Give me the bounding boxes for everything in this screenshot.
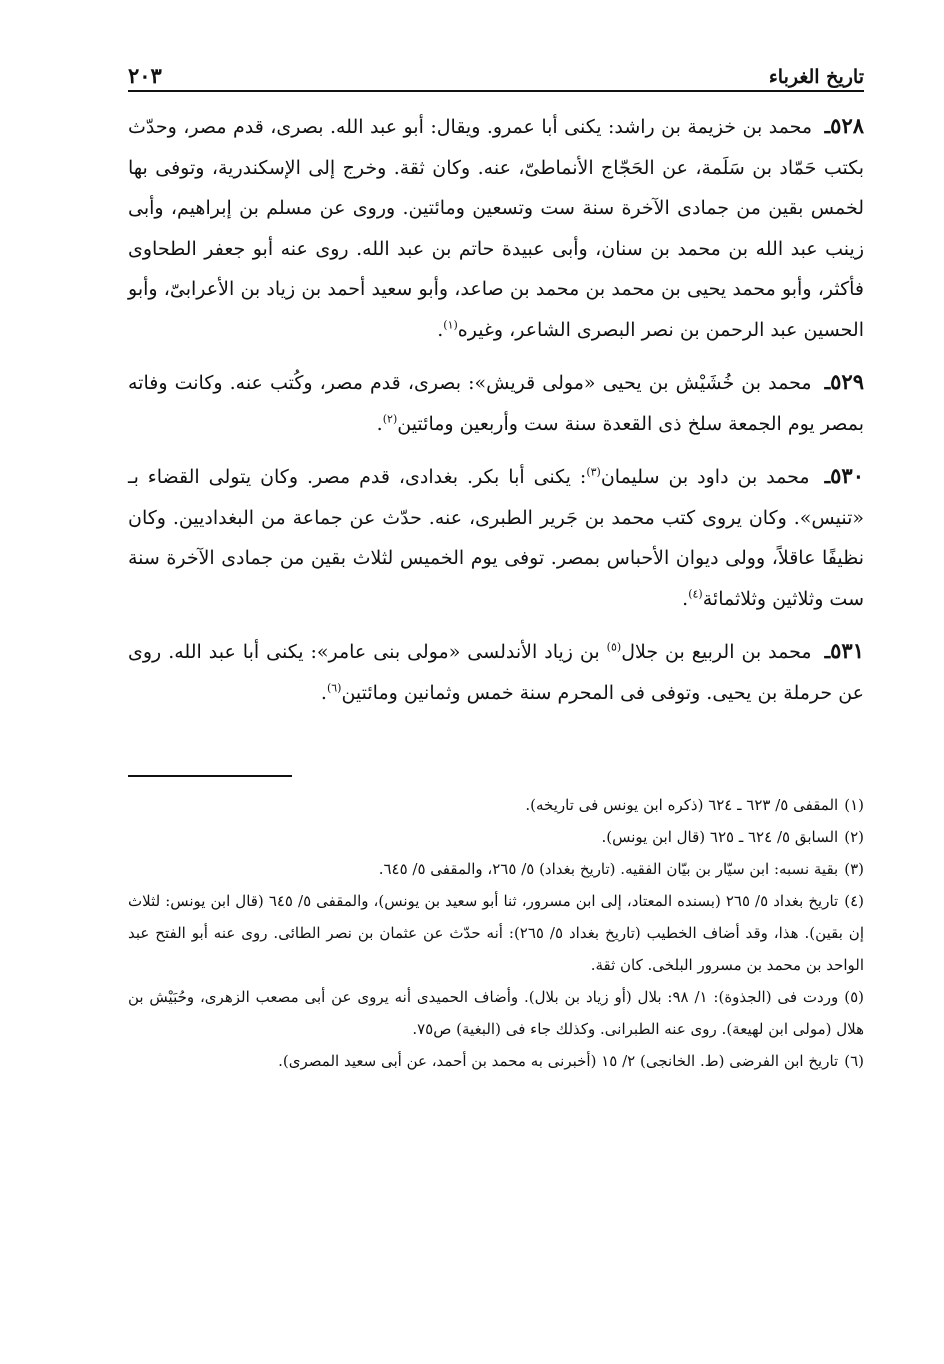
entry-number: ٥٣٠	[830, 463, 864, 488]
footnote-number: (٤)	[844, 892, 865, 910]
footnote-text: بقية نسبه: ابن سيّار بن بيّان الفقيه. (تاريخ بغداد) ٥/ ٢٦٥، والمقفى ٥/ ٦٤٥.	[378, 860, 839, 878]
footnote-number: (٥)	[844, 988, 864, 1006]
entry-530	[128, 456, 864, 619]
entry-tail: .	[320, 681, 327, 704]
footnote-1	[128, 789, 864, 821]
footnote-text: تاريخ بغداد ٥/ ٢٦٥ (بسنده المعتاد، إلى ابن مسرور، ثنا أبو سعيد بن يونس)، والمقفى ٥/ ٦٤٥ (قال ابن يونس: لثلاث إن بقين). هذا، وقد أضاف الخطيب (تاريخ بغداد ٥/ ٢٦٥): أنه حدّث عن عثمان بن نصر الطائى. روى عنه أبو الفتح عبد الواحد بن محمد بن مسرور البلخى. كان ثقة.	[128, 892, 864, 974]
footnote-number: (٣)	[844, 860, 864, 878]
entry-text: : يكنى أبا بكر. بغدادى، قدم مصر. وكان يتولى القضاء بـ «تنيس». وكان يروى كتب محمد بن جَرير الطبرى، عنه. حدّث عن جماعة من البغداديين. وكان نظيفًا عاقلاً، وولى ديوان الأحباس بمصر. توفى يوم الخميس لثلاث بقين من جمادى الآخرة سنة ست وثلاثين وثلاثمائة	[128, 466, 864, 610]
entry-531	[128, 631, 864, 713]
footnote-2	[128, 821, 864, 853]
footnote-ref[interactable]: (٢)	[382, 412, 398, 426]
entry-number: ٥٢٨	[830, 113, 865, 138]
entry-text: محمد بن خُشَيْش بن يحيى «مولى قريش»: بصرى، قدم مصر، وكُتب عنه. وكانت وفاته بمصر يوم الجمعة سلخ ذى القعدة سنة ست وأربعين ومائتين	[128, 372, 864, 435]
footnote-number: (٦)	[844, 1052, 864, 1070]
header-title: تاريخ الغرباء	[768, 66, 864, 88]
entry-529	[128, 362, 864, 444]
footnote-text: تاريخ ابن الفرضى (ط. الخانجى) ٢/ ١٥ (أخبرنى به محمد بن أحمد، عن أبى سعيد المصرى).	[278, 1052, 839, 1070]
footnote-5	[128, 981, 864, 1045]
footnote-ref[interactable]: (٥)	[606, 640, 622, 654]
entry-dash: ـ	[824, 116, 831, 138]
book-page	[128, 56, 864, 1346]
footnote-ref[interactable]: (٣)	[586, 465, 601, 479]
footnote-text: وردت فى (الجذوة): ١/ ٩٨: بلال (أو زياد بن بلال). وأضاف الحميدى أنه يروى عن أبى مصعب الزهرى، وحُبَيْش بن هلال (مولى ابن لهيعة). روى عنه الطبرانى. وكذلك جاء فى (البغية) ص٧٥.	[128, 988, 864, 1038]
entries	[128, 106, 864, 713]
entry-tail: .	[682, 587, 689, 610]
footnote-ref[interactable]: (٦)	[326, 681, 342, 695]
entry-tail: .	[437, 318, 444, 341]
footnote-3	[128, 853, 864, 885]
footnote-text: السابق ٥/ ٦٢٤ ـ ٦٢٥ (قال ابن يونس).	[601, 828, 839, 846]
entry-dash: ـ	[824, 372, 831, 394]
entry-528	[128, 106, 864, 350]
footnotes	[128, 789, 864, 1077]
entry-number: ٥٣١	[830, 638, 864, 663]
entry-number: ٥٢٩	[830, 369, 864, 394]
footnote-divider	[128, 775, 292, 777]
footnote-ref[interactable]: (١)	[443, 318, 458, 332]
entry-text: محمد بن خزيمة بن راشد: يكنى أبا عمرو. ويقال: أبو عبد الله. بصرى، قدم مصر، وحدّث بكتب حَمّاد بن سَلَمة، عن الحَجّاج الأنماطىّ، عنه. وكان ثقة. وخرج إلى الإسكندرية، وتوفى بها لخمس بقين من جمادى الآخرة سنة ست وتسعين ومائتين. وروى عن مسلم بن إبراهيم، وأبى زينب عبد الله بن محمد بن سنان، وأبى عبيدة حاتم بن عبد الله. روى عنه أبو جعفر الطحاوى فأكثر، وأبو محمد يحيى بن محمد بن محمد بن صاعد، وأبو سعيد أحمد بن زياد بن الأعرابىّ، وأبو الحسين عبد الرحمن بن نصر البصرى الشاعر، وغيره	[128, 116, 864, 341]
footnote-number: (١)	[844, 796, 864, 814]
footnote-ref[interactable]: (٤)	[688, 587, 703, 601]
entry-dash: ـ	[824, 466, 831, 488]
entry-name: محمد بن داود بن سليمان	[600, 466, 810, 488]
footnote-4	[128, 885, 864, 981]
entry-name: محمد بن الربيع بن جلال	[621, 641, 812, 663]
footnote-6	[128, 1045, 864, 1077]
page-number: ٢٠٣	[128, 63, 162, 88]
footnote-number: (٢)	[844, 828, 864, 846]
running-header	[128, 56, 864, 92]
entry-dash: ـ	[824, 641, 831, 663]
footnote-text: المقفى ٥/ ٦٢٣ ـ ٦٢٤ (ذكره ابن يونس فى تاريخه).	[525, 796, 839, 814]
entry-text: بن زياد الأندلسى «مولى بنى عامر»: يكنى أبا عبد الله. روى عن حرملة بن يحيى. وتوفى فى المحرم سنة خمس وثمانين ومائتين	[128, 641, 864, 704]
entry-tail: .	[376, 412, 383, 435]
